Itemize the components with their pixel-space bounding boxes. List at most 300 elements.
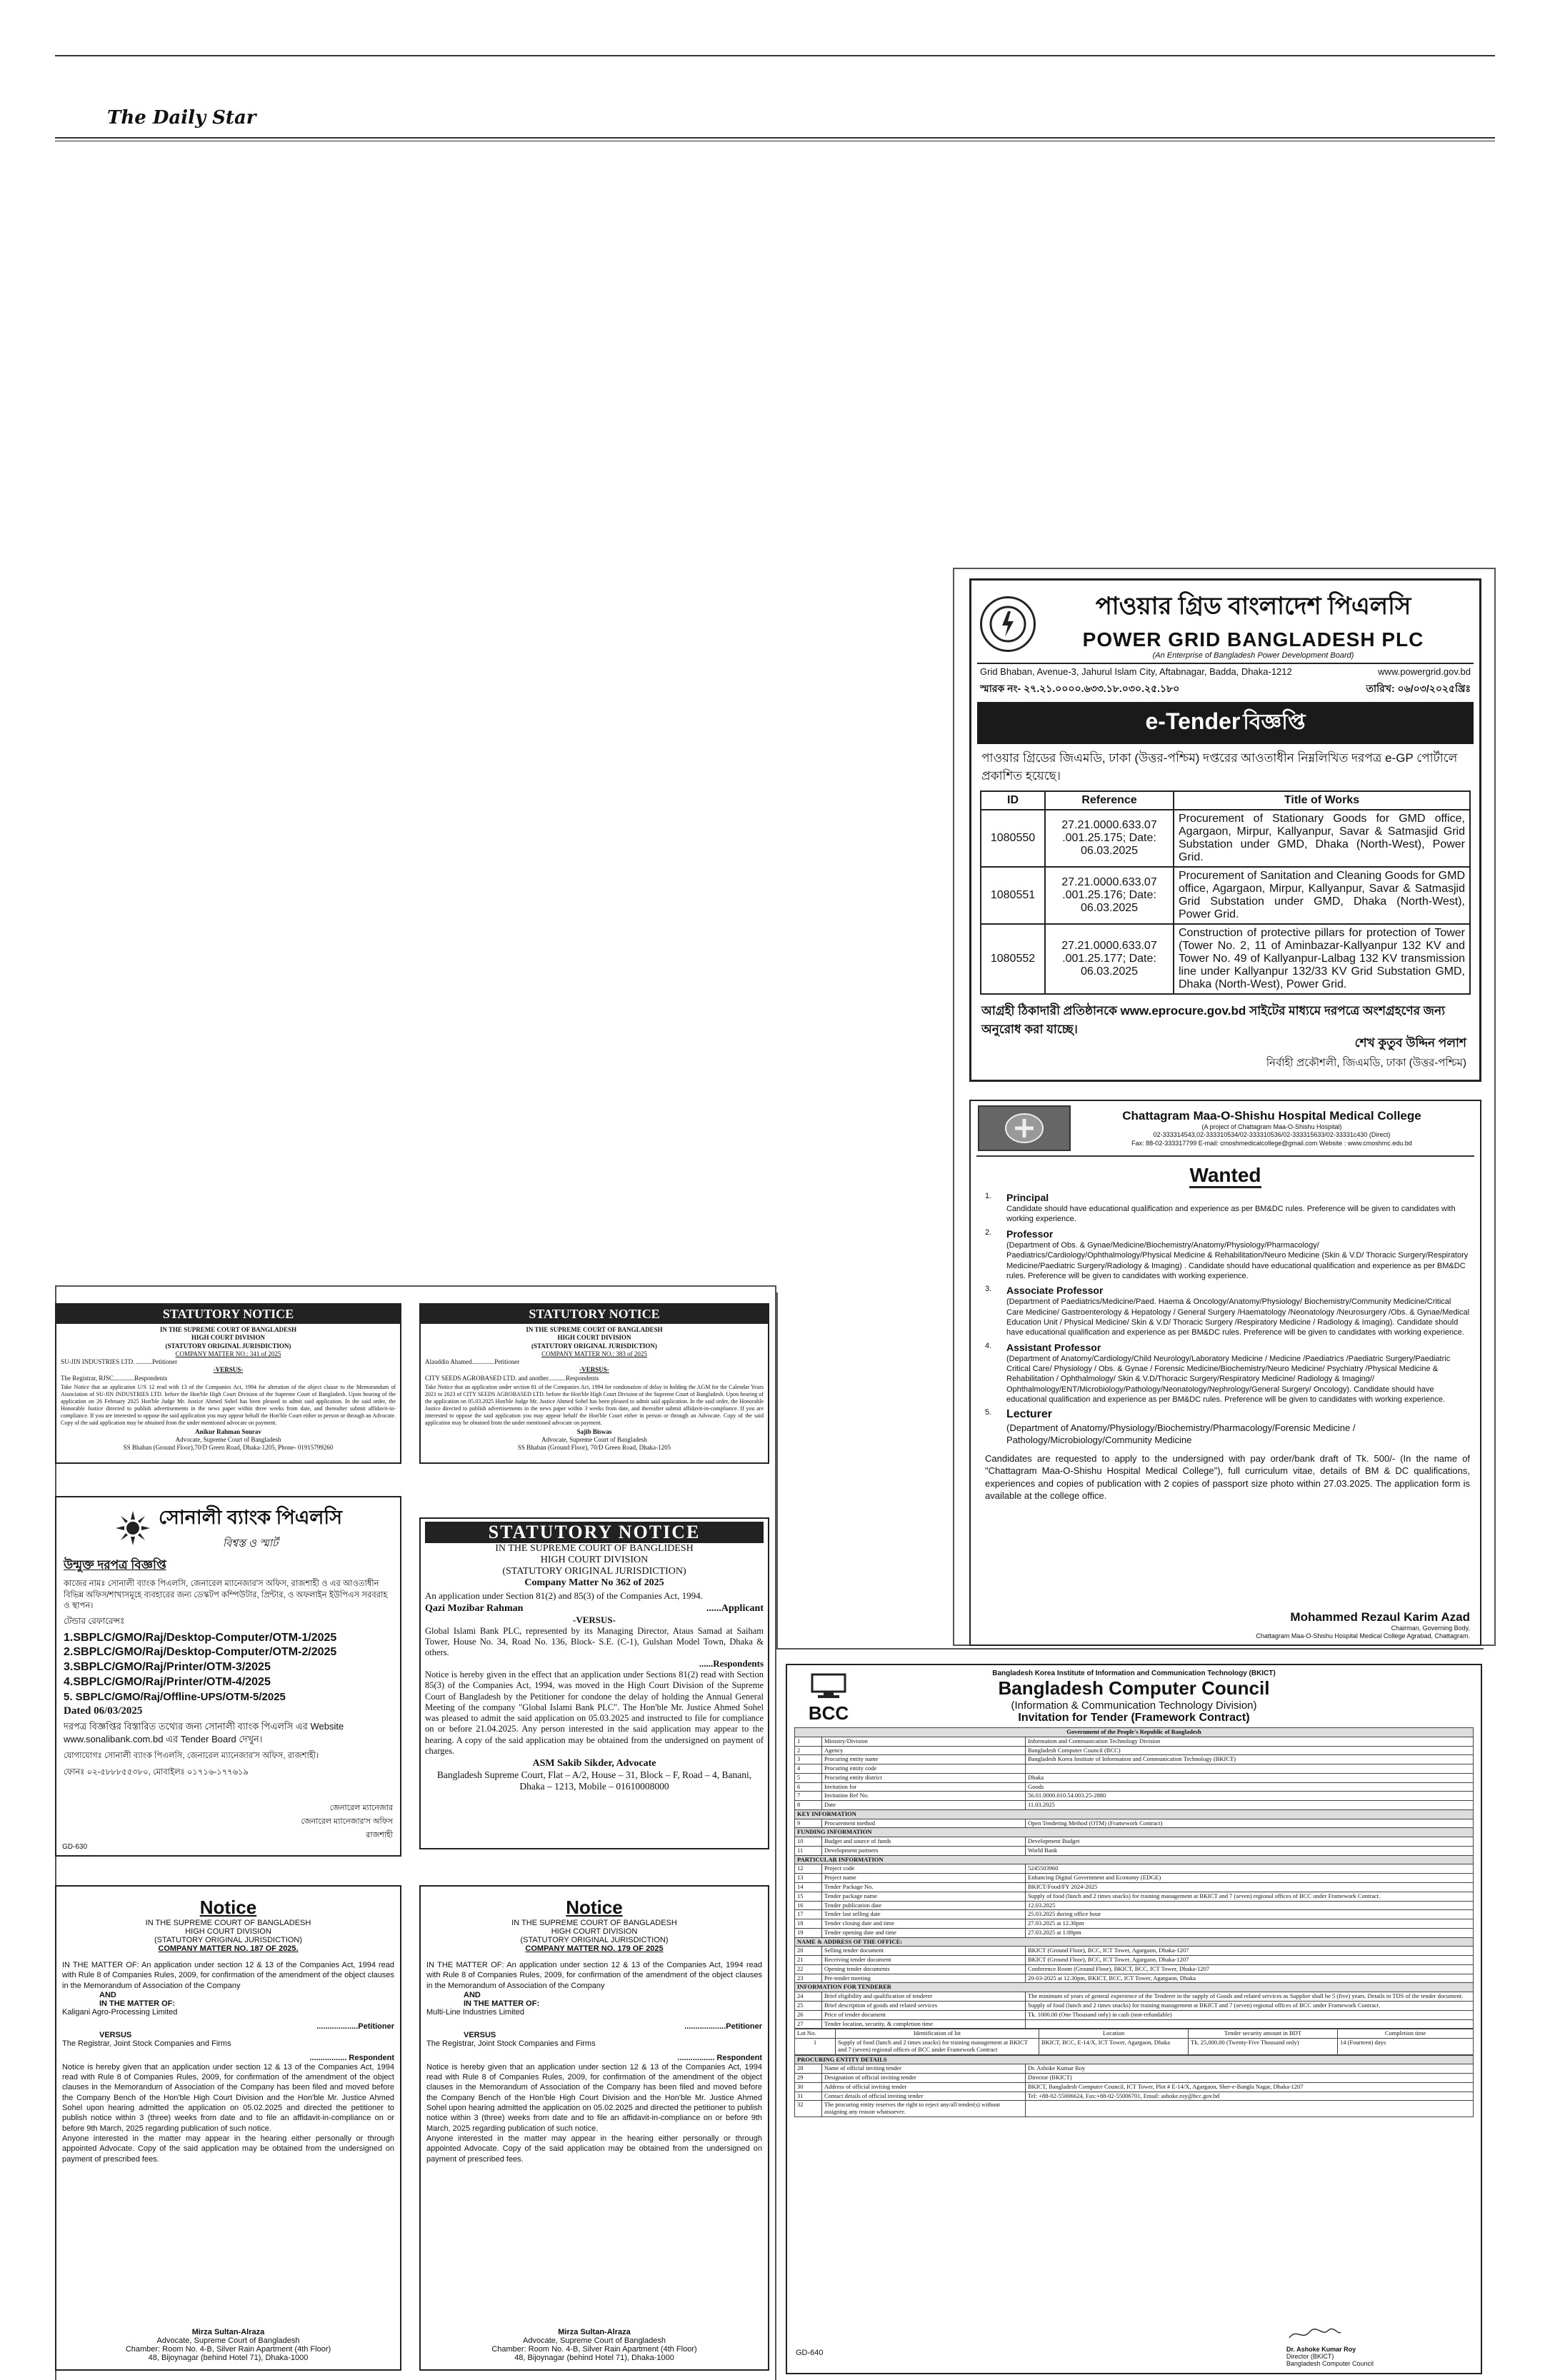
item-body: (Department of Anatomy/Physiology/Biochemistry/Pharmacology/Forensic Medicine / Pathology/Microbiology/Community Medicine [1006,1422,1356,1445]
advocate-chamber: Chamber: Room No. 4-B, Silver Rain Apartment (4th Floor) [125,2345,331,2354]
sonali-sign-title: জেনারেল ম্যানেজার [329,1804,393,1812]
row-label: Budget and source of funds [822,1837,1026,1847]
matter-text: IN THE MATTER OF: An application under section 12 & 13 of the Companies Act, 1994 read with Rule 8 of Companies Rules, 2009, for confirmation of the amendment of the object clauses in the Memorandum of Association of the Company [62,1961,394,1990]
bcc-logo-icon [793,1672,864,1722]
row-number: 19 [795,1928,822,1937]
list-item [985,1227,1470,1281]
table-row [795,1956,1474,1965]
sonali-ref: 4.SBPLC/GMO/Raj/Printer/OTM-4/2025 [64,1675,271,1688]
row-number: 21 [795,1956,822,1965]
versus: VERSUS [464,2030,496,2039]
row-label: Selling tender document [822,1947,1026,1956]
court-line: HIGH COURT DIVISION [191,1334,266,1342]
power-grid-logo-icon [980,596,1036,652]
lot-location: BKICT, BCC, E-14/X, ICT Tower, Agargaon, Dhaka [1039,2039,1189,2055]
row-label: Procuring entity name [822,1755,1026,1764]
power-grid-footer: আগ্রহী ঠিকাদারী প্রতিষ্ঠানকে www.eprocure.gov.bd সাইটের মাধ্যমে দরপত্রে অংশগ্রহণের জন্য অনুরোধ করা যাচ্ছে। [981,1004,1446,1036]
row-label: Tender location, security, & completion time [822,2019,1026,2029]
bcc-tender-table [794,1727,1474,2029]
section-row [795,1809,1474,1819]
row-value: Goods [1026,1782,1474,1792]
table-row [795,1992,1474,2002]
advocate-title: Advocate, Supreme Court of Bangladesh [541,1436,647,1443]
item-title: Lecturer [1006,1408,1053,1421]
row-label: Opening tender documents [822,1964,1026,1974]
etender-banner-en: e-Tender [1145,708,1241,734]
table-row [795,1773,1474,1782]
bcc-sub2: Invitation for Tender (Framework Contract) [1018,1712,1250,1724]
table-row [795,2074,1474,2083]
row-number: 6 [795,1782,822,1792]
sonali-sign-city: রাজশাহী [366,1831,393,1839]
table-row [795,1764,1474,1774]
row-value: BKICT (Ground Floor), BCC, ICT Tower, Agargaon, Dhaka-1207 [1026,1956,1474,1965]
hospital-sub1: (A project of Chattagram Maa-O-Shishu Hospital) [1201,1123,1342,1131]
item-body: Candidate should have educational qualification and experience as per BM&DC rules. Preference will be given to candidates with working experience. [1006,1205,1456,1224]
row-label: Tender opening date and time [822,1928,1026,1937]
table-row [795,1892,1474,1901]
row-value: The minimum of years of general experience of the Tenderer in the supply of Goods and related services as Supplier shall be 5 (five) years. Details in TDS of the tender document. [1026,1992,1474,2002]
court-line: HIGH COURT DIVISION [551,1927,638,1936]
table-row [795,2082,1474,2092]
item-body: (Department of Paediatrics/Medicine/Paed. Haema & Oncology/Anatomy/Physiology/ Biochemistry/Community Medicine/Critical Care Medicine/ Gastroenterology & Hepatology / General Surgery /Haematology /Neonatology /Neurosurgery /Obs. & Gynae/Medical Education Unit / Physical Medicine/ Skin & V.D/ Thoracic Surgery /Respiratory Medicine / Radiology & Imaging). Candidate should have educational qualification and experience as per BM&DC rules. Preference will be given to candidates with working experience. [1006,1297,1470,1337]
item-body: (Department of Obs. & Gynae/Medicine/Biochemistry/Anatomy/Physiology/Pharmacology/ Paediatrics/Cardiology/Ophthalmology/Physical Medicine & Rehabilitation/Neuro Medicine (Skin & V.D/ Thoracic Surgery/Respiratory Medicine/Paediatric Surgery/Radiology & Imaging) . Candidate should have educational qualification and experience as per BM&DC rules. Preference will be given to candidates with working experience. [1006,1240,1469,1280]
row-value: Enhancing Digital Government and Economy (EDGE) [1026,1874,1474,1883]
row-value: 56.01.0000.010.54.003.25-2880 [1026,1792,1474,1801]
row-label: Address of official inviting tender [822,2082,1026,2092]
table-row [795,1746,1474,1755]
table-row [795,1964,1474,1974]
row-label: Agency [822,1746,1026,1755]
etender-ref: 27.21.0000.633.07 .001.25.176; Date: 06.03.2025 [1045,867,1174,924]
respondent: CITY SEEDS AGROBASED LTD. and another...........Respondents [425,1374,599,1382]
bcc-sign-org: Bangladesh Computer Council [1286,2360,1374,2367]
and-label: AND [464,1990,481,1999]
row-label: Invitation Ref No. [822,1792,1026,1801]
lot-col-time: Completion time [1338,2029,1474,2039]
lot-col-location: Location [1039,2029,1189,2039]
versus: -VERSUS- [579,1366,609,1374]
table-row [795,1801,1474,1810]
row-label: Procurement method [822,1819,1026,1828]
masthead: The Daily Star [107,107,256,129]
sonali-ref: 3.SBPLC/GMO/Raj/Printer/OTM-3/2025 [64,1661,271,1674]
bcc-lot-table [794,2029,1474,2054]
court-line: IN THE SUPREME COURT OF BANGLADESH [526,1326,663,1333]
advocate-name: Mirza Sultan-Alraza [191,2328,265,2336]
statutory-title: STATUTORY NOTICE [425,1522,764,1543]
wanted-sign-title1: Chairman, Governing Body, [1391,1624,1470,1632]
section-label: KEY INFORMATION [795,1809,1474,1819]
notice-body: Notice is hereby given that an application under section 12 & 13 of the Companies Act, 1994 read with Rule 8 of Companies Rules, 2009, for confirmation of the amendment of the object clauses in the Memorandum of Association of the Company has been filed and moved before the Company Bench of the Hon'ble High Court Division and the Hon'ble Mr. Justice Ahmed Sohel upon hearing admitted the application on 05.02.2025 and directed the petitioner to publish notice within 3 (three) weeks from date and to file an affidavit-in-compliance on or before 9th March, 2025 regarding publication of such notice. [426,2062,762,2133]
item-number: 1. [985,1192,992,1200]
item-number: 5. [985,1408,992,1417]
row-label: Price of tender document [822,2010,1026,2019]
wanted-closing: Candidates are requested to apply to the undersigned with pay order/bank draft of Tk. 500/- (In the name of "Chattagram Maa-O-Shishu Hospital Medical College"), full curriculum vitae, details of BM & DC qualifications, experiences and copies of publication with 2 copies of passport size photo within 27.03.2025. The application form is available at the college office. [985,1452,1470,1502]
section-label: PROCURING ENTITY DETAILS [795,2055,1474,2064]
table-row [795,1864,1474,1874]
court-line: HIGH COURT DIVISION [540,1555,649,1565]
sonali-bank-tender-ad [55,1496,401,1857]
row-number: 3 [795,1755,822,1764]
power-grid-intro: পাওয়ার গ্রিডের জিএমডি, ঢাকা (উত্তর-পশ্চিম) দপ্তরের আওতাধীন নিম্নলিখিত দরপত্র e-GP পোর্টালে প্রকাশিত হয়েছে। [981,751,1458,783]
row-number: 11 [795,1846,822,1855]
advocate-address: 48, Bijoynagar (behind Hotel 71), Dhaka-1000 [148,2354,309,2362]
row-number: 32 [795,2101,822,2117]
etender-title: Procurement of Stationary Goods for GMD office, Agargaon, Mirpur, Kallyanpur, Savar & Satmasjid Grid Substation under GMD, Dhaka (North-West), Power Grid. [1174,810,1470,867]
row-value: 12.03.2025 [1026,1901,1474,1910]
company-matter: COMPANY MATTER NO. 187 OF 2025. [158,1944,299,1953]
sonali-bank-logo-icon [114,1510,151,1547]
hospital-sub3: Fax: 88-02-333317799 E-mail: cmoshmedicalcollege@gmail.com Website : www.cmoshmc.edu.bd [1131,1139,1412,1147]
versus: -VERSUS- [573,1615,616,1625]
row-value: 25.03.2025 during office hour [1026,1910,1474,1919]
advocate-title: Advocate, Supreme Court of Bangladesh [523,2336,666,2345]
row-number: 28 [795,2064,822,2074]
table-row [981,810,1470,867]
row-value [1026,2019,1474,2029]
sonali-ref: 2.SBPLC/GMO/Raj/Desktop-Computer/OTM-2/2025 [64,1646,337,1659]
table-row [795,1837,1474,1847]
wanted-sign-name: Mohammed Rezaul Karim Azad [1290,1610,1470,1624]
bcc-entity-table [794,2055,1474,2117]
etender-ref: 27.21.0000.633.07 .001.25.177; Date: 06.03.2025 [1045,924,1174,994]
row-value: 27.03.2025 at 12.30pm [1026,1919,1474,1929]
item-body: (Department of Anatomy/Cardiology/Child Neurology/Laboratory Medicine / Medicine /Paediatrics /Paediatric Surgery/Paediatric Critical Care/ Physiology / Obs. & Gynae / Forensic Medicine/Biochemistry/Neuro Medicine/ Psychiatry /Physical Medicine & Rehabilitation / Ophthalmology/ Skin & V.D/Thoracic Surgery/Respiratory Medicine/ Radiology & Imaging// Ophthalmology/ENT/Microbiology/Pathology/Neonatology/Nephrology/General Surgery/ Oncology). Candidate should have educational qualification and experience as per BM&DC rules. Preference will be given to candidates with working experience. [1006,1354,1451,1404]
row-value: BKICT, Bangladesh Computer Council, ICT Tower, Plot # E-14/X, Agargaon, Sher-e-Bangla Nagar, Dhaka-1207 [1026,2082,1474,2092]
item-number: 3. [985,1285,992,1294]
table-row [795,2001,1474,2010]
power-grid-subtitle: (An Enterprise of Bangladesh Power Development Board) [1152,651,1354,660]
table-row [795,1819,1474,1828]
company-matter: COMPANY MATTER NO.: 383 of 2025 [541,1350,647,1357]
sonali-subtitle: বিশ্বস্ত ও স্মার্ট [222,1537,279,1550]
table-row [795,2064,1474,2074]
lot-col-no: Lot No. [795,2029,836,2039]
item-title: Associate Professor [1006,1285,1104,1297]
court-line: IN THE SUPREME COURT OF BANGLADESH [159,1326,297,1333]
table-row [795,2039,1474,2055]
table-row [795,1919,1474,1929]
court-line: IN THE SUPREME COURT OF BANGLADESH [511,1919,677,1927]
sonali-ref-label: টেন্ডার রেফারেন্সঃ [64,1615,125,1626]
row-label: Date [822,1801,1026,1810]
list-item [985,1341,1470,1405]
row-label: Pre-tender meeting [822,1974,1026,1983]
advocate-name: Anikur Rahman Sourav [195,1427,261,1435]
etender-col-id: ID [981,791,1045,810]
row-label: Contact details of official inviting tender [822,2092,1026,2101]
bcc-org-line: Bangladesh Korea Institute of Information and Communication Technology (BKICT) [992,1669,1276,1677]
statutory-notice-3 [419,1517,769,1849]
row-label: Project code [822,1864,1026,1874]
top-rule [55,55,1495,56]
applicant-tag: ......Applicant [706,1603,764,1614]
row-label: Tender last selling date [822,1910,1026,1919]
notice-body: Take Notice that an application U/S 12 read with 13 of the Companies Act, 1994 for alteration of the object clause to the Memorandum of Association of SU-JIN INDUSTRIES LTD. before the Hon'ble High Court Division of the Supreme Court of Bangladesh. Upon hearing of the application on 26 February 2025 Hon'ble Judge Mr. Justice Ahmed Sohel has been pleased to admit said application. In the said order, the Honorable Justice directed to publish advertisements in the news paper within three weeks from date, and thereafter submit affidavit-in-compliance. If you are interested to oppose the said application you may appear behalf the Hon'ble Court either in person or through an Advocate. Copy of the said application may be obtained from the under mentioned advocate on payment. [61,1383,396,1426]
notice-body-2: Anyone interested in the matter may appear in the hearing either personally or through appointed Advocate. Copy of the said application may be obtained from the undersigned on payment of prescribed fees. [426,2134,762,2164]
sonali-ref: 5. SBPLC/GMO/Raj/Offline-UPS/OTM-5/2025 [64,1690,286,1703]
row-number: 9 [795,1819,822,1828]
row-number: 12 [795,1864,822,1874]
table-row [795,1874,1474,1883]
versus: -VERSUS- [213,1366,244,1374]
matter-of-label: IN THE MATTER OF: [464,1999,540,2008]
etender-id: 1080552 [981,924,1045,994]
notice-1 [55,1885,401,2371]
respondent: The Registrar, Joint Stock Companies and Firms [62,2039,231,2048]
notice-body: Take Notice that an application under section 81 of the Companies Act, 1994 for condonation of delay in holding the AGM for the Calendar Years 2021 to 2023 of CITY SEEDS AGROBASED LTD. before the Hon'ble High Court Division of the Supreme Court of Bangladesh. Upon hearing of the application on 05.03.2025 Hon'ble Judge Mr. Justice Ahmed Sohel has been pleased to admit said application. In the said order, the Honorable Justice directed to publish advertisements in the news paper within 3 weeks from date, and thereafter submit affidavit-in-compliance. If you are interested to oppose the said application you may appear behalf the Hon'ble Court either in person or through an Advocate. Copy of the said application may be obtained from the under mentioned advocate on payment. [425,1383,764,1426]
row-value [1026,1764,1474,1774]
advocate-address: SS Bhaban (Ground Floor),70/D Green Road, Dhaka-1205, Phone- 01915799260 [123,1444,334,1452]
court-line: IN THE SUPREME COURT OF BANGLIDESH [495,1543,694,1554]
etender-title: Construction of protective pillars for protection of Tower (Tower No. 2, 11 of Aminbazar-Kallyanpur 132 KV and Tower No. 49 of Kallyanpur-Lalbag 132 KV transmission line under Kallyanpur 132/33 KV Grid Substation GMD, Dhaka (North-West), Power Grid. [1174,924,1470,994]
lot-security: Tk. 25,000.00 (Twenty-Five Thousand only) [1189,2039,1338,2055]
row-label: Designation of official inviting tender [822,2074,1026,2083]
lot-col-id: Identification of lot [836,2029,1039,2039]
statutory-title: STATUTORY NOTICE [421,1305,768,1324]
advocate-name: ASM Sakib Sikder, Advocate [532,1758,656,1769]
row-value: Bangladesh Korea Institute of Information and Communication Technology (BKICT) [1026,1755,1474,1764]
section-label: INFORMATION FOR TENDERER [795,1983,1474,1992]
row-value: Tk. 1000.00 (One Thousand only) in cash (non-refundable) [1026,2010,1474,2019]
table-row [795,1974,1474,1983]
bcc-sign-title: Director (BKICT) [1286,2353,1334,2360]
power-grid-website: www.powergrid.gov.bd [1378,666,1471,677]
advocate-chamber: Chamber: Room No. 4-B, Silver Rain Apartment (4th Floor) [491,2345,697,2354]
matter-text: IN THE MATTER OF: An application under section 12 & 13 of the Companies Act, 1994 read with Rule 8 of Companies Rules, 2009, for confirmation of the amendment of the object clauses in the Memorandum of Association of the Company [426,1961,762,1990]
table-row [981,924,1470,994]
table-row [795,2010,1474,2019]
company-name: Multi-Line Industries Limited [426,2007,524,2017]
table-row [795,1846,1474,1855]
versus: VERSUS [99,2030,132,2039]
list-item [985,1284,1470,1337]
respondent-tag: ................. Respondent [677,2053,762,2062]
respondent-tag: ................. Respondent [309,2053,394,2062]
etender-banner [977,702,1474,744]
row-label: Brief description of goods and related services [822,2001,1026,2010]
chattagram-wanted-ad [969,1100,1481,1646]
section-row [795,1937,1474,1947]
section-label: FUNDING INFORMATION [795,1828,1474,1837]
power-grid-etender-ad [969,578,1481,1082]
row-number: 5 [795,1773,822,1782]
row-number: 8 [795,1801,822,1810]
advocate-address: Bangladesh Supreme Court, Flat – A/2, House – 31, Block – F, Road – 4, Banani, Dhaka – 1213, Mobile – 01610008000 [436,1769,752,1792]
table-row [795,2092,1474,2101]
row-number: 30 [795,2082,822,2092]
petitioner-tag: ...................Petitioner [316,2022,394,2031]
respondent: The Registrar, RJSC.............Respondents [61,1374,168,1382]
section-row [795,1828,1474,1837]
row-value: 20-03-2025 at 12.30pm, BKICT, BCC, ICT Tower, Agargaon, Dhaka [1026,1974,1474,1983]
notice-title: Notice [566,1897,623,1918]
table-row [795,1901,1474,1910]
row-value: Director (BKICT) [1026,2074,1474,2083]
respondent: The Registrar, Joint Stock Companies and Firms [426,2039,596,2048]
row-value: Bangladesh Computer Council (BCC) [1026,1746,1474,1755]
row-number: 26 [795,2010,822,2019]
table-row [795,1755,1474,1764]
row-label: The procuring entity reserves the right to reject any/all tender(s) without assigning any reason whatsoever. [822,2101,1026,2117]
row-value: 11.03.2025 [1026,1801,1474,1810]
table-row [795,1910,1474,1919]
advocate-address: SS Bhaban (Ground Floor), 70/D Green Road, Dhaka-1205 [517,1444,671,1452]
header-rule [55,137,1495,139]
lot-identification: Supply of food (lunch and 2 times snacks) for training management at BKICT and 7 (seven) regional offices of BCC under Framework Contract [836,2039,1039,2055]
table-row [981,867,1470,924]
wanted-heading: Wanted [1189,1164,1261,1188]
bcc-tender-ad [786,1664,1482,2374]
advocate-name: Sajib Biswas [576,1427,612,1435]
bcc-gov-line: Government of the People's Republic of Bangladesh [795,1728,1474,1737]
row-label: Invitation for [822,1782,1026,1792]
notice-body: Notice is hereby given that an application under section 12 & 13 of the Companies Act, 1994 read with Rule 8 of Companies Rules, 2009, for confirmation of the amendment of the object clauses in the Memorandum of Association of the Company has been filed and moved before the Company Bench of the Hon'ble High Court Division and the Hon'ble Mr. Justice Ahmed Sohel upon hearing admitted the application on 05.02.2025 and directed the petitioner to publish notice within 3 (three) weeks from date and to file an affidavit-in-compliance on or before 9th March, 2025 regarding publication of such notice. [62,2062,394,2133]
row-value: 27.03.2025 at 1:00pm [1026,1928,1474,1937]
section-row [795,2055,1474,2064]
court-line: IN THE SUPREME COURT OF BANGLADESH [145,1919,311,1927]
row-label: Procuring entity code [822,1764,1026,1774]
row-number: 16 [795,1901,822,1910]
lot-no: 1 [795,2039,836,2055]
table-row [795,2019,1474,2029]
sonali-title: সোনালী ব্যাংক পিএলসি [159,1507,342,1528]
matter-of-label: IN THE MATTER OF: [99,1999,176,2008]
row-number: 17 [795,1910,822,1919]
row-label: Ministry/Division [822,1737,1026,1746]
section-label: NAME & ADDRESS OF THE OFFICE: [795,1937,1474,1947]
row-value: Dr. Ashoke Kumar Roy [1026,2064,1474,2074]
row-label: Receiving tender document [822,1956,1026,1965]
row-value [1026,2101,1474,2117]
row-value: Tel: +88-02-55006624, Fax:+88-02-55006701, Email: ashoke.roy@bcc.gov.bd [1026,2092,1474,2101]
lot-time: 14 (Fourteen) days [1338,2039,1474,2055]
company-matter: COMPANY MATTER NO. 179 OF 2025 [525,1944,664,1953]
statutory-title: STATUTORY NOTICE [56,1305,400,1324]
etender-col-reference: Reference [1045,791,1174,810]
row-value: Conference Room (Ground Floor), BKICT, BCC, ICT Tower, Dhaka-1207 [1026,1964,1474,1974]
signature-icon [1286,2325,1344,2342]
item-number: 4. [985,1341,992,1350]
hospital-title: Chattagram Maa-O-Shishu Hospital Medical College [1122,1109,1421,1123]
row-number: 15 [795,1892,822,1901]
item-number: 2. [985,1227,992,1237]
row-label: Tender package name [822,1892,1026,1901]
row-value: Supply of food (lunch and 2 times snacks) for training management at BKICT and 7 (seven) regional offices of BCC under Framework Contract. [1026,2001,1474,2010]
bcc-sign-name: Dr. Ashoke Kumar Roy [1286,2346,1356,2353]
hospital-sub2: 02-333314543,02-333310534/02-333310536/02-333315633/02-33331c430 (Direct) [1153,1131,1391,1139]
court-line: HIGH COURT DIVISION [185,1927,271,1936]
row-value: BKICT (Ground Floor), BCC, ICT Tower, Agargaon, Dhaka-1207 [1026,1947,1474,1956]
bcc-sub1: (Information & Communication Technology Division) [1011,1699,1257,1712]
section-row [795,1855,1474,1864]
court-line: (STATUTORY ORIGINAL JURISDICTION) [165,1342,291,1350]
row-label: Development partners [822,1846,1026,1855]
etender-id: 1080551 [981,867,1045,924]
row-value: World Bank [1026,1846,1474,1855]
wanted-sign-title2: Chattagram Maa-O-Shishu Hospital Medical College Agrabad, Chattagram. [1256,1632,1470,1640]
row-number: 31 [795,2092,822,2101]
row-number: 14 [795,1883,822,1892]
row-value: Development Budget [1026,1837,1474,1847]
row-number: 10 [795,1837,822,1847]
notice-body-2: Anyone interested in the matter may appear in the hearing either personally or through appointed Advocate. Copy of the said application may be obtained from the undersigned on payment of prescribed fees. [62,2134,394,2164]
petitioner: Alauddin Ahamed..............Petitioner [425,1358,520,1365]
sonali-intro: কাজের নামঃ সোনালী ব্যাংক পিএলসি, জেনারেল ম্যানেজার'স অফিস, রাজশাহী ও এর আওতাধীন বিভিন্ন অফিস/শাখাসমূহে ব্যবহারের জন্য ডেস্কটপ কম্পিউটার, প্রিন্টার, ও অফলাইন ইউপিএস সরবরাহ ও স্থাপন। [64,1580,388,1611]
row-number: 2 [795,1746,822,1755]
table-row [795,1792,1474,1801]
table-row [795,1928,1474,1937]
row-label: Tender publication date [822,1901,1026,1910]
etender-title: Procurement of Sanitation and Cleaning Goods for GMD office, Agargaon, Mirpur, Kallyanpur, Savar & Satmasjid Grid Substation under GMD, Dhaka (North-West), Power Grid. [1174,867,1470,924]
row-number: 22 [795,1964,822,1974]
application-line: An application under Section 81(2) and 85(3) of the Companies Act, 1994. [425,1590,703,1601]
court-line: (STATUTORY ORIGINAL JURISDICTION) [520,1936,669,1944]
row-label: Brief eligibility and qualification of tenderer [822,1992,1026,2002]
statutory-notice-1 [55,1303,401,1464]
power-grid-sign-name: শেখ কুতুব উদ্দিন পলাশ [1354,1036,1466,1050]
row-label: Procuring entity district [822,1773,1026,1782]
notice-body: Notice is hereby given in the effect that an application under Sections 81(2) read with Section 85(3) of the Companies Act, 1994, was moved in the High Court Division of the Supreme Court of Bangladesh by the Petitioner for condone the delay of holding the Annual General Meeting of the company "Global Islami Bank PLC". The Hon'ble Mr. Justice Ahmed Sohel was pleased to admit the said application on 05.03.2025 and instructed to file for compliance on or before 21.04.2025. Any person interested in the said application may appear to the hearing. A copy of the said application may be obtained from the undersigned on payment of charges. [425,1669,764,1756]
row-label: Name of official inviting tender [822,2064,1026,2074]
applicant: Qazi Mozibar Rahman [425,1603,524,1614]
bcc-title: Bangladesh Computer Council [998,1677,1270,1699]
row-number: 7 [795,1792,822,1801]
row-label: Tender Package No. [822,1883,1026,1892]
row-label: Tender closing date and time [822,1919,1026,1929]
power-grid-name-en: POWER GRID BANGLADESH PLC [1082,628,1424,651]
row-number: 23 [795,1974,822,1983]
etender-id: 1080550 [981,810,1045,867]
section-row [795,1983,1474,1992]
advocate-title: Advocate, Supreme Court of Bangladesh [175,1436,281,1443]
row-number: 20 [795,1947,822,1956]
power-grid-name-bn: পাওয়ার গ্রিড বাংলাদেশ পিএলসি [1095,593,1411,620]
row-value: Dhaka [1026,1773,1474,1782]
row-number: 24 [795,1992,822,2002]
row-number: 25 [795,2001,822,2010]
row-value: Supply of food (lunch and 2 times snacks) for training management at BKICT and 7 (seven) regional offices of BCC under Framework Contract. [1026,1892,1474,1901]
sonali-ref: 1.SBPLC/GMO/Raj/Desktop-Computer/OTM-1/2025 [64,1631,337,1644]
advocate-title: Advocate, Supreme Court of Bangladesh [156,2336,300,2345]
row-number: 13 [795,1874,822,1883]
power-grid-memo: স্মারক নং- ২৭.২১.০০০০.৬৩৩.১৮.০৩০.২৫.১৮০ [980,683,1180,694]
section-label: PARTICULAR INFORMATION [795,1855,1474,1864]
company-matter: Company Matter No 362 of 2025 [524,1577,664,1588]
power-grid-address: Grid Bhaban, Avenue-3, Jahurul Islam City, Aftabnagar, Badda, Dhaka-1212 [980,666,1292,677]
item-title: Professor [1006,1227,1054,1240]
lot-col-security: Tender security amount in BDT [1189,2029,1338,2039]
hospital-logo-icon [978,1105,1071,1151]
power-grid-sign-title: নির্বাহী প্রকৌশলী, জিএমডি, ঢাকা (উত্তর-পশ্চিম) [1266,1057,1466,1069]
petitioner-tag: ...................Petitioner [684,2022,762,2031]
advocate-address: 48, Bijoynagar (behind Hotel 71), Dhaka-1000 [514,2354,674,2362]
row-label: Project name [822,1874,1026,1883]
row-value: 5245503960 [1026,1864,1474,1874]
etender-col-title: Title of Works [1174,791,1470,810]
table-row [795,1737,1474,1746]
court-line: HIGH COURT DIVISION [557,1334,631,1342]
row-number: 18 [795,1919,822,1929]
respondent: Global Islami Bank PLC, represented by its Managing Director, Ataus Samad at Saiham Tower, House No. 34, Road No. 136, Block- S.E. (C-1), Gulshan Model Town, Dhaka & others. [425,1626,764,1657]
court-line: (STATUTORY ORIGINAL JURISDICTION) [154,1936,302,1944]
sonali-heading: উন্মুক্ত দরপত্র বিজ্ঞপ্তি [64,1558,166,1572]
ad-code: GD-640 [796,2349,824,2357]
sonali-date: Dated 06/03/2025 [64,1705,143,1717]
and-label: AND [99,1990,116,1999]
row-value: Information and Communication Technology Division [1026,1737,1474,1746]
